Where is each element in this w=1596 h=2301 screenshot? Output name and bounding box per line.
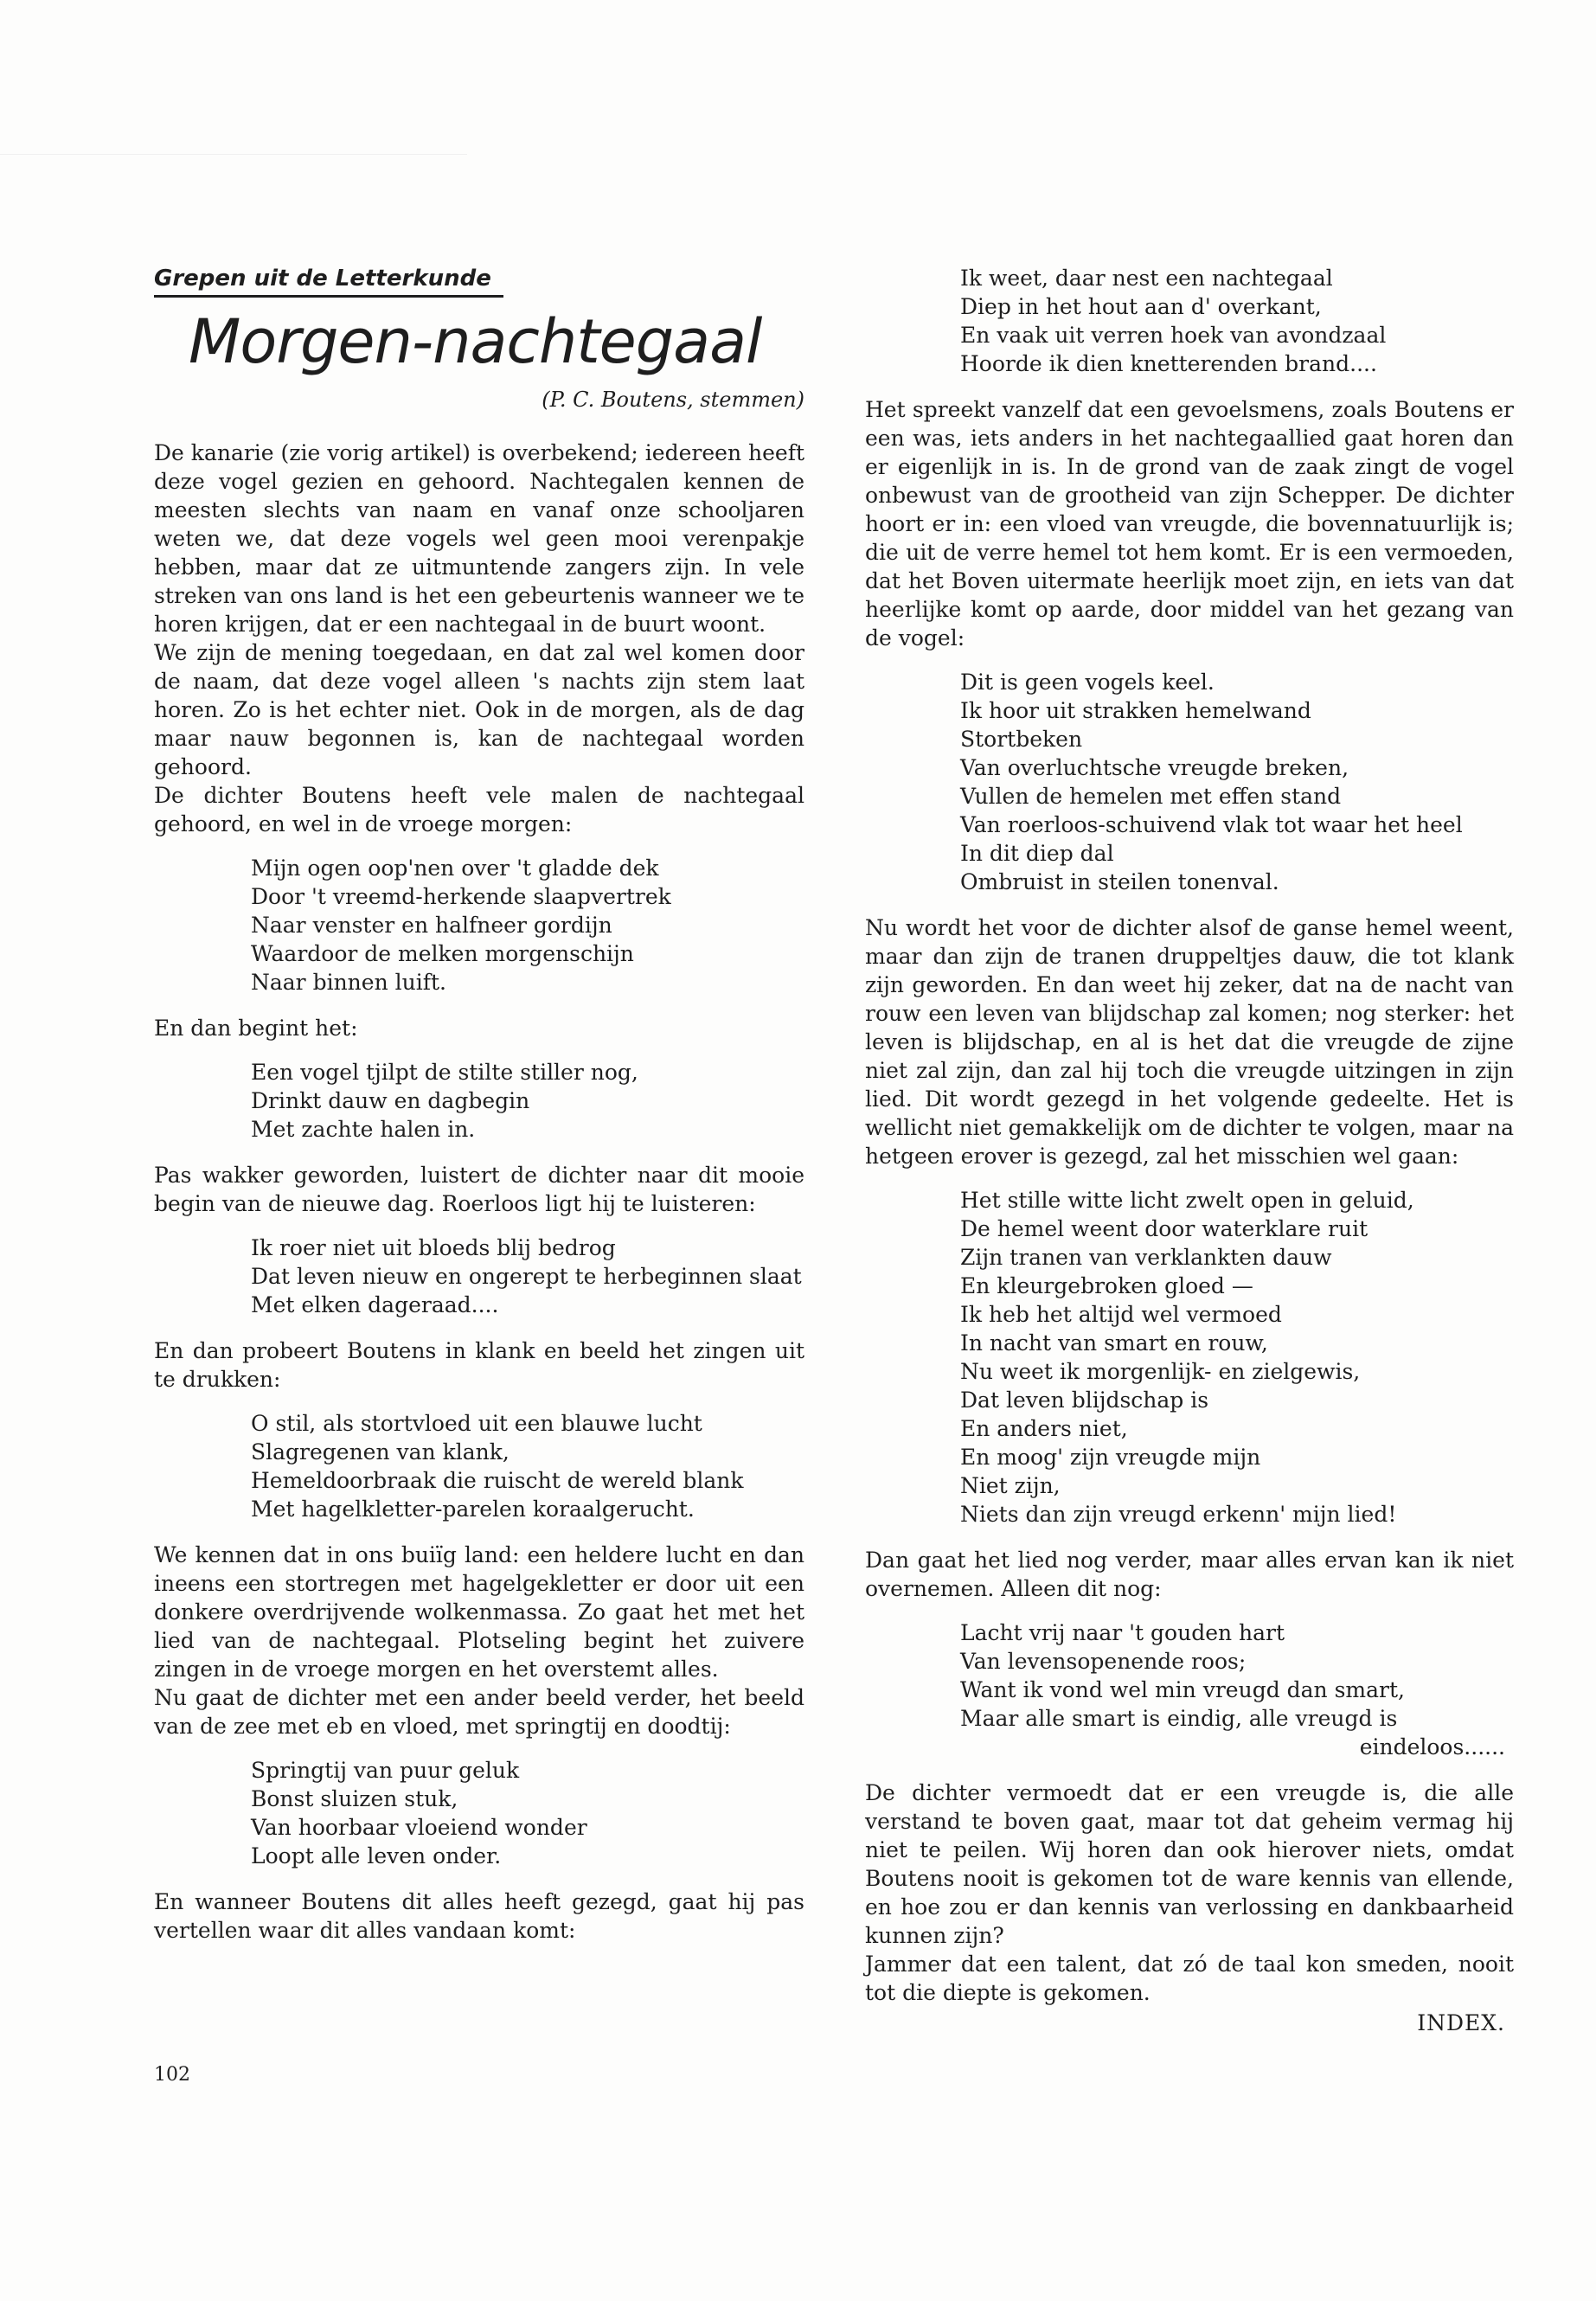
poem-line: En kleurgebroken gloed — bbox=[960, 1273, 1253, 1298]
poem-stanza-9 bbox=[960, 1618, 1514, 1761]
poem-line: Van hoorbaar vloeiend wonder bbox=[251, 1815, 587, 1840]
poem-stanza-5 bbox=[251, 1756, 804, 1870]
poem-line: Ombruist in steilen tonenval. bbox=[960, 869, 1279, 894]
poem-line: Springtij van puur geluk bbox=[251, 1758, 520, 1783]
poem-line: Ik weet, daar nest een nachtegaal bbox=[960, 266, 1333, 291]
scan-artifact-line bbox=[0, 154, 467, 155]
right-column bbox=[865, 264, 1514, 2037]
poem-line: Hoorde ik dien knetterenden brand.... bbox=[960, 351, 1377, 376]
poem-line: Niet zijn, bbox=[960, 1473, 1061, 1498]
section-label: Grepen uit de Letterkunde bbox=[154, 264, 503, 298]
poem-line: Mijn ogen oop'nen over 't gladde dek bbox=[251, 856, 659, 881]
poem-line: Ik hoor uit strakken hemelwand bbox=[960, 698, 1311, 723]
paragraph-13: De dichter vermoedt dat er een vreugde is, die alle verstand te boven gaat, maar tot dat geheim vermag hij niet te peilen. Wij horen dan ook hierover niets, omdat Boutens nooit is gekomen tot de ware kennis van ellende, en hoe zou er dan kennis van verlossing en dankbaarheid kunnen zijn? bbox=[865, 1780, 1514, 1948]
paragraph-7: We kennen dat in ons buiïg land: een heldere lucht en dan ineens een stortregen met hagelgekletter er door uit een donkere overdrijvende wolkenmassa. Zo gaat het met het lied van de nachtegaal. Plotseling begint het zuivere zingen in de vroege morgen en het overstemt alles. bbox=[154, 1542, 804, 1682]
paragraph-1: De kanarie (zie vorig artikel) is overbekend; iedereen heeft deze vogel gezien en gehoord. Nachtegalen kennen de meesten slechts van naam en vanaf onze schooljaren weten we, dat deze vogels wel geen mooi verenpakje hebben, maar dat ze uitmuntende zangers zijn. In vele streken van ons land is het een gebeurtenis wanneer we te horen krijgen, dat er een nachtegaal in de buurt woont. bbox=[154, 440, 804, 637]
poem-line: Niets dan zijn vreugd erkenn' mijn lied! bbox=[960, 1502, 1397, 1527]
poem-line: Dit is geen vogels keel. bbox=[960, 670, 1215, 695]
poem-line: Bonst sluizen stuk, bbox=[251, 1786, 458, 1811]
poem-line: Drinkt dauw en dagbegin bbox=[251, 1088, 530, 1113]
poem-line: Het stille witte licht zwelt open in geluid, bbox=[960, 1188, 1414, 1213]
poem-line: Lacht vrij naar 't gouden hart bbox=[960, 1620, 1285, 1645]
poem-line: Nu weet ik morgenlijk- en zielgewis, bbox=[960, 1359, 1361, 1384]
paragraph-5: Pas wakker geworden, luistert de dichter naar dit mooie begin van de nieuwe dag. Roerloos ligt hij te luisteren: bbox=[154, 1163, 804, 1216]
article-title: Morgen-nachtegaal bbox=[189, 306, 762, 377]
paragraph-6: En dan probeert Boutens in klank en beeld het zingen uit te drukken: bbox=[154, 1338, 804, 1392]
poem-stanza-1 bbox=[251, 854, 804, 997]
paragraph-8: Nu gaat de dichter met een ander beeld verder, het beeld van de zee met eb en vloed, met springtij en doodtij: bbox=[154, 1685, 804, 1739]
poem-line: eindeloos...... bbox=[1359, 1734, 1505, 1759]
poem-stanza-8 bbox=[960, 1186, 1514, 1529]
poem-line: Door 't vreemd-herkende slaapvertrek bbox=[251, 884, 671, 909]
poem-line: Dat leven blijdschap is bbox=[960, 1388, 1209, 1413]
paragraph-4: En dan begint het: bbox=[154, 1016, 358, 1041]
poem-line: O stil, als stortvloed uit een blauwe lucht bbox=[251, 1411, 702, 1436]
poem-line: Naar binnen luift. bbox=[251, 970, 446, 995]
poem-stanza-4 bbox=[251, 1409, 804, 1523]
poem-line: Hemeldoorbraak die ruischt de wereld blank bbox=[251, 1468, 744, 1493]
paragraph-10: Het spreekt vanzelf dat een gevoelsmens, zoals Boutens er een was, iets anders in het nachtegaallied gaat horen dan er eigenlijk in is. In de grond van de zaak zingt de vogel onbewust van de grootheid van zijn Schepper. De dichter hoort er in: een vloed van vreugde, die bovennatuurlijk is; die uit de verre hemel tot hem komt. Er is een vermoeden, dat het Boven uitermate heerlijk moet zijn, en iets van dat heerlijke komt op aarde, door middel van het gezang van de vogel: bbox=[865, 397, 1514, 651]
poem-stanza-2 bbox=[251, 1058, 804, 1144]
poem-line: En vaak uit verren hoek van avondzaal bbox=[960, 323, 1387, 348]
poem-line: Maar alle smart is eindig, alle vreugd is bbox=[960, 1706, 1398, 1731]
poem-stanza-7 bbox=[960, 668, 1514, 896]
poem-line: Van roerloos-schuivend vlak tot waar het heel bbox=[960, 812, 1463, 837]
poem-line: Van levensopenende roos; bbox=[960, 1649, 1247, 1674]
poem-line: De hemel weent door waterklare ruit bbox=[960, 1216, 1368, 1241]
paragraph-2: We zijn de mening toegedaan, en dat zal wel komen door de naam, dat deze vogel alleen 's nachts zijn stem laat horen. Zo is het echter niet. Ook in de morgen, als de dag maar nauw begonnen is, kan de nachtegaal worden gehoord. bbox=[154, 640, 804, 779]
poem-line: En moog' zijn vreugde mijn bbox=[960, 1445, 1261, 1470]
page-number: 102 bbox=[154, 2064, 190, 2086]
poem-line: Loopt alle leven onder. bbox=[251, 1843, 502, 1868]
poem-line: Met elken dageraad.... bbox=[251, 1292, 499, 1317]
article-source: (P. C. Boutens, stemmen) bbox=[542, 388, 804, 412]
poem-line: Zijn tranen van verklankten dauw bbox=[960, 1245, 1332, 1270]
poem-line: Dat leven nieuw en ongerept te herbeginnen slaat bbox=[251, 1264, 802, 1289]
poem-line: Vullen de hemelen met effen stand bbox=[960, 784, 1342, 809]
paragraph-14: Jammer dat een talent, dat zó de taal kon smeden, nooit tot die diepte is gekomen. bbox=[865, 1952, 1514, 2005]
paragraph-12: Dan gaat het lied nog verder, maar alles ervan kan ik niet overnemen. Alleen dit nog: bbox=[865, 1548, 1514, 1601]
poem-line: Want ik vond wel min vreugd dan smart, bbox=[960, 1677, 1405, 1702]
poem-stanza-6 bbox=[960, 264, 1514, 378]
poem-line: Diep in het hout aan d' overkant, bbox=[960, 294, 1322, 319]
poem-line: Met zachte halen in. bbox=[251, 1117, 476, 1142]
poem-line: En anders niet, bbox=[960, 1416, 1128, 1441]
paragraph-3: De dichter Boutens heeft vele malen de nachtegaal gehoord, en wel in de vroege morgen: bbox=[154, 783, 804, 836]
poem-line: Ik heb het altijd wel vermoed bbox=[960, 1302, 1282, 1327]
poem-line: Waardoor de melken morgenschijn bbox=[251, 941, 634, 966]
left-column bbox=[154, 264, 804, 1945]
poem-line: Naar venster en halfneer gordijn bbox=[251, 913, 612, 938]
poem-line: Slagregenen van klank, bbox=[251, 1439, 510, 1465]
poem-line: Een vogel tjilpt de stilte stiller nog, bbox=[251, 1060, 638, 1085]
poem-line: Stortbeken bbox=[960, 727, 1083, 752]
poem-line: In nacht van smart en rouw, bbox=[960, 1330, 1268, 1356]
poem-line: In dit diep dal bbox=[960, 841, 1114, 866]
author-signature: INDEX. bbox=[1417, 2010, 1505, 2035]
poem-stanza-3 bbox=[251, 1234, 804, 1319]
poem-line: Van overluchtsche vreugde breken, bbox=[960, 755, 1349, 780]
poem-line: Met hagelkletter-parelen koraalgerucht. bbox=[251, 1497, 695, 1522]
paragraph-9: En wanneer Boutens dit alles heeft gezegd, gaat hij pas vertellen waar dit alles vandaan komt: bbox=[154, 1889, 804, 1943]
paragraph-11: Nu wordt het voor de dichter alsof de ganse hemel weent, maar dan zijn de tranen druppeltjes dauw, die tot klank zijn geworden. En dan weet hij zeker, dat na de nacht van rouw een leven van blijdschap zal komen; nog sterker: het leven is blijdschap, en al is het dat die vreugde de zijne niet zal zijn, dan zal hij toch die vreugde uitzingen in zijn lied. Dit wordt gezegd in het volgende gedeelte. Het is wellicht niet gemakkelijk om de dichter te volgen, maar na hetgeen erover is gezegd, zal het misschien wel gaan: bbox=[865, 915, 1514, 1169]
poem-line: Ik roer niet uit bloeds blij bedrog bbox=[251, 1235, 616, 1260]
